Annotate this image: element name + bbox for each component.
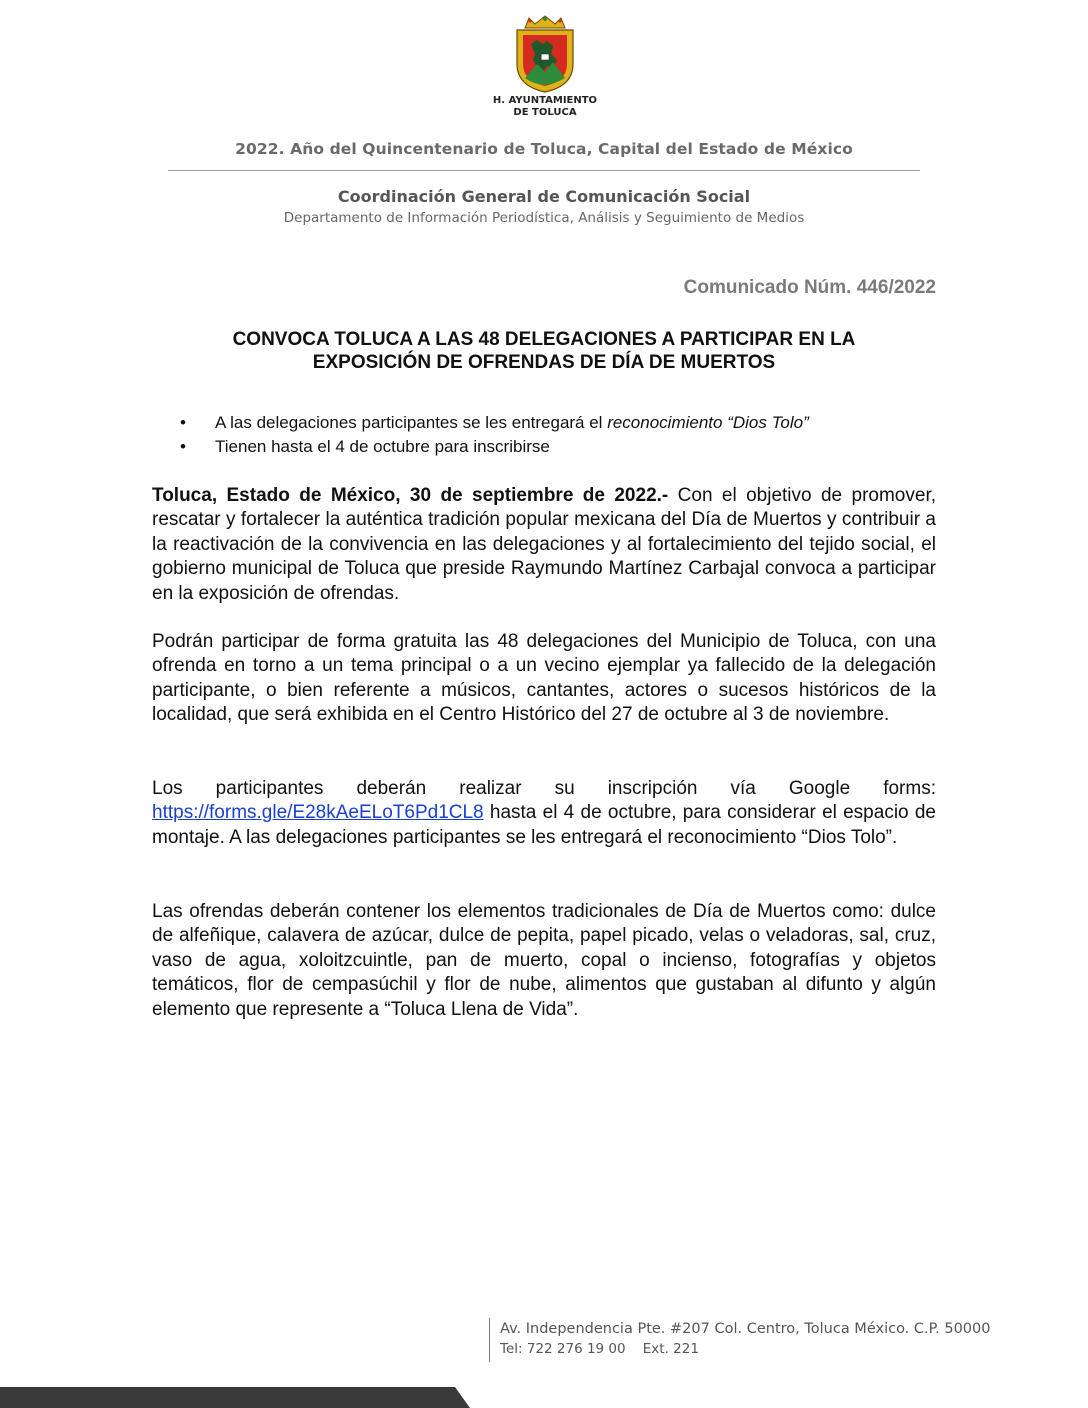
bullet-dot-icon: • — [180, 437, 186, 456]
paragraph-3-text-before: Los participantes deberán realizar su inscripción vía Google forms: — [152, 778, 936, 799]
paragraph-1-text: Con el objetivo de promover, rescatar y fortalecer la auténtica tradición popular mexicana del Día de Muertos y contribuir a la reactivación de la convivencia en las delegaciones y al fortalecimiento del tejido social, el gobierno municipal de Toluca que preside Raymundo Martínez Carbajal convoca a participar en la exposición de ofrendas. — [152, 485, 936, 604]
headline-line-2: EXPOSICIÓN DE OFRENDAS DE DÍA DE MUERTOS — [312, 352, 776, 373]
bullet-item — [180, 435, 940, 459]
paragraph-4: Las ofrendas deberán contener los elementos tradicionales de Día de Muertos como: dulce de alfeñique, calavera de azúcar, dulce de pepita, papel picado, velas o veladoras, sal, cruz, vaso de agua, xoloitzcuintle, pan de muerto, copal o incienso, fotografías y objetos temáticos, flor de cempasúchil y flor de nube, alimentos que gustaban al difunto y algún elemento que represente a “Toluca Llena de Vida”. — [152, 901, 936, 1020]
bullet-item — [180, 411, 940, 435]
logo-text-line1: H. AYUNTAMIENTO — [492, 95, 598, 106]
footer-divider — [489, 1318, 490, 1362]
headline-line-1: CONVOCA TOLUCA A LAS 48 DELEGACIONES A PARTICIPAR EN LA — [232, 329, 856, 350]
paragraph-1 — [152, 484, 936, 606]
paragraph-3-text-after: hasta el 4 de octubre, para considerar el espacio de montaje. A las delegaciones participantes se les entregará el reconocimiento “Dios Tolo”. — [152, 802, 936, 848]
year-motto: 2022. Año del Quincentenario de Toluca, Capital del Estado de México — [235, 140, 853, 158]
coat-of-arms-icon — [503, 14, 587, 94]
footer-address: Av. Independencia Pte. #207 Col. Centro, Toluca México. C.P. 50000 — [500, 1321, 991, 1337]
bullet-text: Tienen hasta el 4 de octubre para inscribirse — [215, 437, 550, 456]
footer-band — [0, 1387, 470, 1408]
bullet-dot-icon: • — [180, 413, 186, 432]
dateline: Toluca, Estado de México, 30 de septiembre de 2022.- — [152, 485, 669, 506]
bullet-text: A las delegaciones participantes se les entregará el — [215, 413, 608, 432]
municipal-logo — [490, 14, 600, 118]
press-release-number: Comunicado Núm. 446/2022 — [683, 277, 936, 298]
department-subtitle: Departamento de Información Periodística, Análisis y Seguimiento de Medios — [283, 210, 805, 226]
paragraph-2: Podrán participar de forma gratuita las 48 delegaciones del Municipio de Toluca, con una ofrenda en torno a un tema principal o a un vecino ejemplar ya fallecido de la delegación participante, o bien referente a músicos, cantantes, actores o sucesos históricos de la localidad, que será exhibida en el Centro Histórico del 27 de octubre al 3 de noviembre. — [152, 631, 936, 726]
coordination-title: Coordinación General de Comunicación Social — [337, 187, 751, 206]
paragraph-3 — [152, 777, 936, 850]
summary-bullets — [180, 411, 940, 459]
logo-text-line2: DE TOLUCA — [513, 107, 577, 118]
footer-phone: Tel: 722 276 19 00 Ext. 221 — [500, 1341, 699, 1357]
header-divider — [168, 170, 920, 171]
google-forms-link[interactable]: https://forms.gle/E28kAeELoT6Pd1CL8 — [152, 802, 484, 824]
headline — [152, 328, 936, 374]
bullet-italic-text: reconocimiento “Dios Tolo” — [607, 413, 809, 432]
